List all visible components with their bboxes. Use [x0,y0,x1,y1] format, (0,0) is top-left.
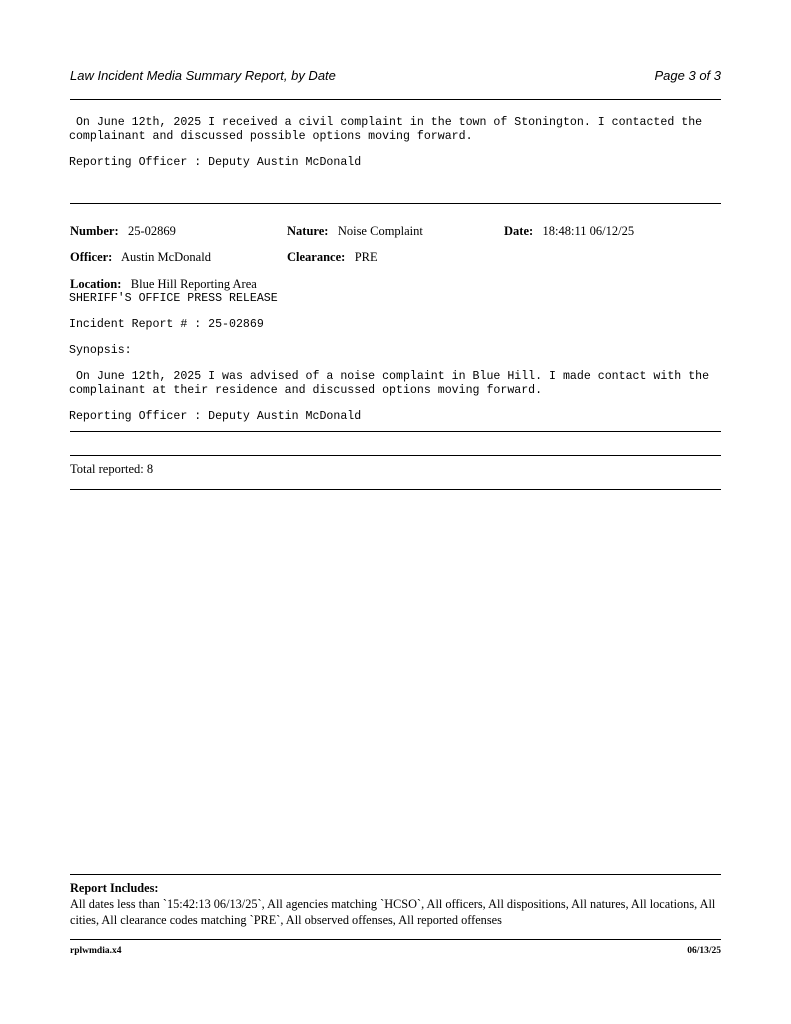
narrative-line2: complainant at their residence and discussed options moving forward. [69,384,543,397]
report-includes-text: All dates less than `15:42:13 06/13/25`, All agencies matching `HCSO`, All officers, All dispositions, All natures, All locations, All cities, All clearance codes matching `PRE`, All observed offenses, All reported offenses [70,897,716,927]
incident-number-field [70,224,176,239]
incident-location-field [70,277,257,292]
location-label: Location: [70,277,122,291]
incident-clearance-field [287,250,378,265]
total-reported: Total reported: 8 [70,462,154,476]
divider [70,455,721,456]
officer-value: Austin McDonald [121,250,211,264]
divider [70,489,721,490]
prev-narrative-line2: complainant and discussed possible options moving forward. [69,130,473,143]
prev-reporting-officer: Reporting Officer : Deputy Austin McDonald [69,156,362,169]
report-includes-label: Report Includes: [70,881,159,895]
date-value: 18:48:11 06/12/25 [542,224,635,238]
divider [70,939,721,940]
synopsis-label: Synopsis: [69,344,132,357]
prev-narrative-line1: On June 12th, 2025 I received a civil complaint in the town of Stonington. I contacted the [69,116,703,129]
divider [70,99,721,100]
report-id: rplwmdia.x4 [70,946,122,956]
divider [70,874,721,875]
incident-nature-field [287,224,423,239]
officer-label: Officer: [70,250,113,264]
incident-date-field [504,224,634,239]
number-label: Number: [70,224,119,238]
incident-report-number: Incident Report # : 25-02869 [69,318,264,331]
narrative-line1: On June 12th, 2025 I was advised of a noise complaint in Blue Hill. I made contact with the [69,370,710,383]
divider [70,431,721,432]
nature-value: Noise Complaint [337,224,423,238]
clearance-label: Clearance: [287,250,346,264]
print-date: 06/13/25 [687,946,721,956]
report-includes [70,880,721,928]
press-release-heading: SHERIFF'S OFFICE PRESS RELEASE [69,292,278,305]
location-value: Blue Hill Reporting Area [130,277,257,291]
number-value: 25-02869 [127,224,176,238]
reporting-officer: Reporting Officer : Deputy Austin McDonald [69,410,362,423]
clearance-value: PRE [354,250,378,264]
report-title: Law Incident Media Summary Report, by Date [70,68,336,83]
divider [70,203,721,204]
page-number: Page 3 of 3 [654,68,721,83]
incident-officer-field [70,250,211,265]
date-label: Date: [504,224,534,238]
nature-label: Nature: [287,224,329,238]
